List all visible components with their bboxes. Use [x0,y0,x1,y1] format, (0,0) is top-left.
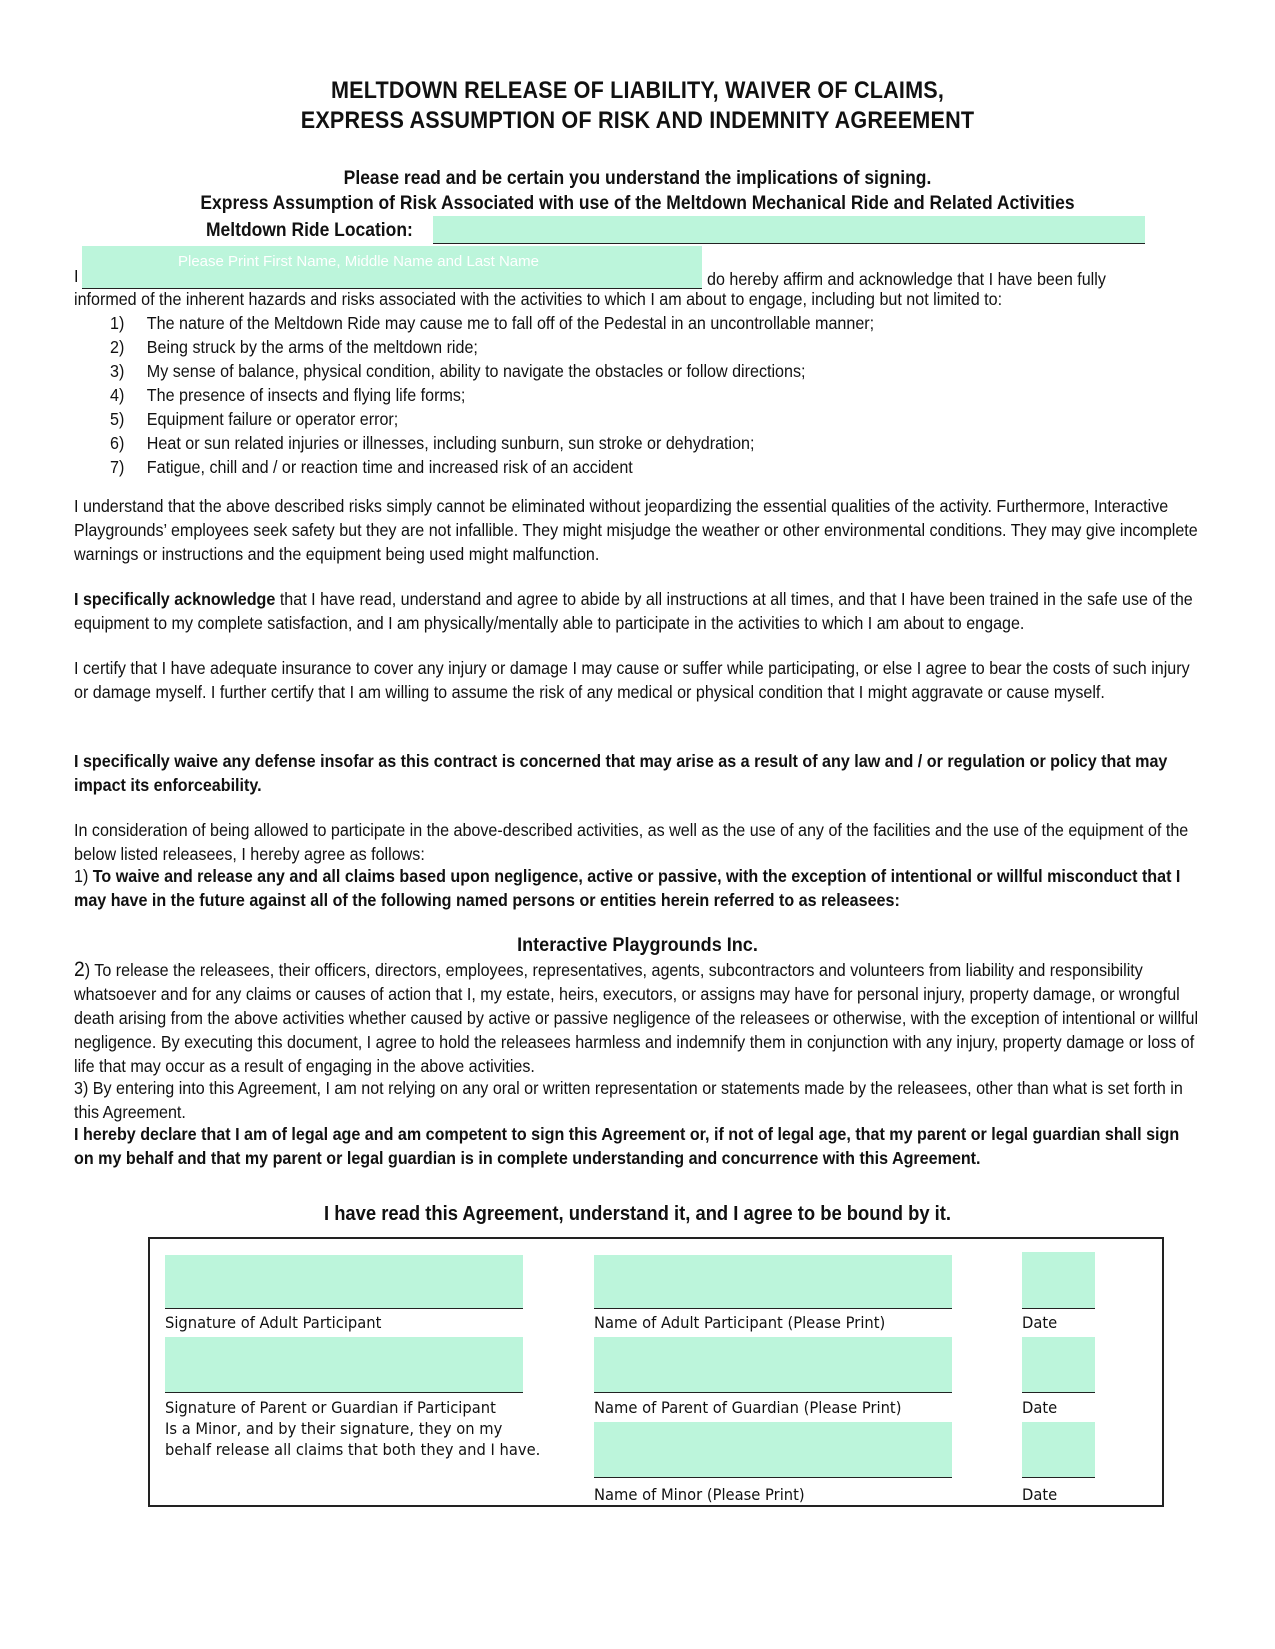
acknowledge-paragraph: I specifically acknowledge that I have read, understand and agree to abide by all instructions at all times, and that I have been trained in the safe use of the equipment to my complete satisfaction, and I am physically/mentally able to participate in the activities to which I am about to engage. [74,589,1193,633]
list-item: 3) My sense of balance, physical condition, ability to navigate the obstacles or follow directions; [110,361,806,381]
risk-list [110,311,874,479]
guardian-signature-field[interactable] [165,1337,523,1393]
insurance-paragraph: I certify that I have adequate insurance to cover any injury or damage I may cause or suffer while participating, or else I agree to bear the costs of such injury or damage myself. I further certify that I am willing to assume the risk of any medical or physical condition that I might aggravate or cause myself. [74,658,1190,702]
location-label: Meltdown Ride Location: [206,220,413,241]
date-field-1[interactable] [1022,1252,1095,1309]
guardian-signature-label: Signature of Parent or Guardian if Participant Is a Minor, and by their signature, they on my behalf release all claims that both they and I have. [165,1398,541,1459]
participant-prefix: I [74,266,79,286]
adult-name-field[interactable] [594,1255,952,1309]
minor-name-field[interactable] [594,1422,952,1478]
date-label-2: Date [1022,1398,1058,1417]
release-item-3: 3) By entering into this Agreement, I am not relying on any oral or written representation or statements made by the releasees, other than what is set forth in this Agreement. [74,1078,1183,1122]
adult-signature-label: Signature of Adult Participant [165,1313,382,1332]
release-item-2: 2) To release the releasees, their officers, directors, employees, representatives, agents, subcontractors and volunteers from liability and responsibility whatsoever and for any claims or causes of action that I, my estate, heirs, executors, or assigns may have for personal injury, property damage, or wrongful death arising from the above activities whether caused by active or passive negligence of the releasees or otherwise, with the exception of intentional or willful negligence. By executing this document, I agree to hold the releasees harmless and indemnify them in conjunction with any injury, property damage or loss of life that may occur as a result of engaging in the above activities. [74,958,1199,1076]
list-item: 7) Fatigue, chill and / or reaction time and increased risk of an accident [110,457,633,477]
list-item: 6) Heat or sun related injuries or illnesses, including sunburn, sun stroke or dehydration; [110,433,755,453]
understand-paragraph: I understand that the above described risks simply cannot be eliminated without jeopardizing the essential qualities of the activity. Furthermore, Interactive Playgrounds’ employees seek safety but they are not infallible. They might misjudge the weather or other environmental conditions. They may give incomplete warnings or instructions and the equipment being used might malfunction. [74,496,1198,564]
participant-name-field[interactable] [82,246,702,289]
list-item: 2) Being struck by the arms of the meltdown ride; [110,337,478,357]
title-line-1: MELTDOWN RELEASE OF LIABILITY, WAIVER OF CLAIMS, [330,77,945,104]
minor-name-label: Name of Minor (Please Print) [594,1485,805,1504]
guardian-name-field[interactable] [594,1337,952,1393]
list-item: 1) The nature of the Meltdown Ride may cause me to fall off of the Pedestal in an uncontrollable manner; [110,313,875,333]
date-field-2[interactable] [1022,1337,1095,1393]
legal-age-paragraph: I hereby declare that I am of legal age and am competent to sign this Agreement or, if not of legal age, that my parent or legal guardian shall sign on my behalf and that my parent or legal guardian is in complete understanding and concurrence with this Agreement. [74,1124,1180,1168]
intro-line-1: Please read and be certain you understand the implications of signing. [343,168,932,189]
guardian-name-label: Name of Parent of Guardian (Please Print) [594,1398,902,1417]
intro-line-2: Express Assumption of Risk Associated with use of the Meltdown Mechanical Ride and Related Activities [200,193,1075,214]
participant-name-placeholder: Please Print First Name, Middle Name and Last Name [178,253,539,270]
date-field-3[interactable] [1022,1422,1095,1478]
signature-block [148,1237,1164,1507]
title-line-2: EXPRESS ASSUMPTION OF RISK AND INDEMNITY AGREEMENT [300,107,975,134]
list-item: 5) Equipment failure or operator error; [110,409,399,429]
document-title [64,76,1212,136]
agreement-line: I have read this Agreement, understand it, and I agree to be bound by it. [323,1203,952,1225]
adult-signature-field[interactable] [165,1255,523,1309]
date-label-3: Date [1022,1485,1058,1504]
affirm-continued: informed of the inherent hazards and risks associated with the activities to which I am about to engage, including but not limited to: [74,289,1003,309]
release-item-1: 1) To waive and release any and all claims based upon negligence, active or passive, with the exception of intentional or willful misconduct that I may have in the future against all of the following named persons or entities herein referred to as releasees: [74,866,1181,910]
waive-defense-paragraph: I specifically waive any defense insofar as this contract is concerned that may arise as a result of any law and / or regulation or policy that may impact its enforceability. [74,751,1168,795]
list-item: 4) The presence of insects and flying life forms; [110,385,466,405]
date-label-1: Date [1022,1313,1058,1332]
ride-location-field[interactable] [433,216,1145,244]
company-name: Interactive Playgrounds Inc. [517,935,758,956]
affirm-text: do hereby affirm and acknowledge that I have been fully [707,269,1106,289]
consideration-paragraph: In consideration of being allowed to participate in the above-described activities, as well as the use of any of the facilities and the use of the equipment of the below listed releasees, I hereby agree as follows: [74,820,1189,864]
adult-name-label: Name of Adult Participant (Please Print) [594,1313,886,1332]
